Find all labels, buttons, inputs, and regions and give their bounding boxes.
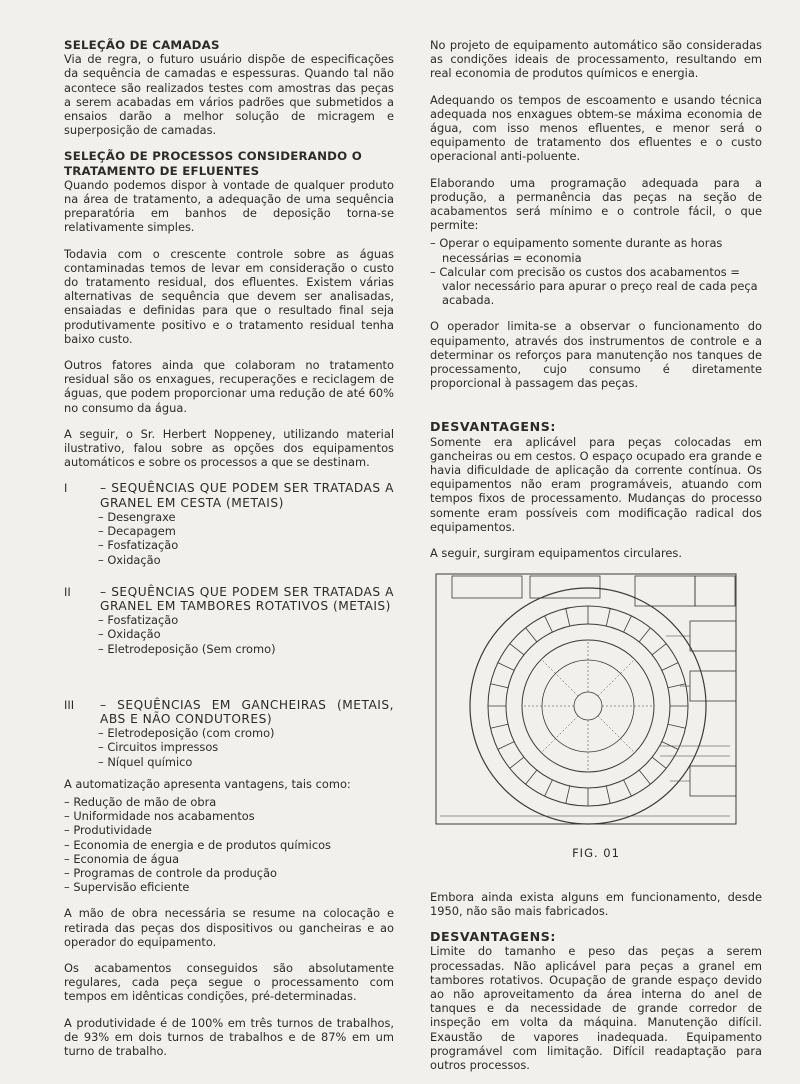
sequence-1-number: I	[64, 481, 68, 496]
permits-list	[430, 236, 762, 307]
tank-divider	[639, 628, 650, 642]
sequence-item: – Desengraxe	[98, 510, 394, 524]
sequence-item: – Eletrodeposição (com cromo)	[98, 726, 394, 740]
spoke-line	[598, 716, 635, 753]
sequence-2	[64, 585, 394, 613]
tank-divider	[662, 742, 678, 750]
sequence-item: – Decapagem	[98, 524, 394, 538]
side-unit-box	[690, 621, 736, 651]
advantage-item: – Supervisão eficiente	[64, 880, 394, 894]
sequence-1	[64, 481, 394, 509]
tank-divider	[668, 725, 686, 729]
advantage-item: – Produtividade	[64, 823, 394, 837]
paragraph-effluent-3: Outros fatores ainda que colaboram no tratamento residual são os enxagues, recuperações e reciclagem de águas, que podem proporcionar uma redução de até 60% no consumo da água.	[64, 358, 394, 415]
rectifier-box	[452, 576, 522, 598]
sequence-item: – Circuitos impressos	[98, 740, 394, 754]
tank-ring-inner	[506, 624, 670, 788]
spoke-line	[541, 716, 578, 753]
heading-disadvantages-1: DESVANTAGENS:	[430, 419, 557, 435]
advantage-item: – Programas de controle da produção	[64, 866, 394, 880]
sequence-1-title: – SEQUÊNCIAS QUE PODEM SER TRATADAS A GRANEL EM CESTA (METAIS)	[100, 481, 394, 510]
sequence-1-items	[98, 510, 394, 567]
permit-item: – Calcular com precisão os custos dos acabamentos = valor necessário para apurar o preço real de cada peça acabada.	[430, 265, 762, 308]
sequence-2-items	[98, 613, 394, 656]
circular-plant-plan	[430, 566, 748, 836]
tank-divider	[498, 663, 514, 671]
paragraph-automatic-design: No projeto de equipamento automático são consideradas as condições ideais de processamento, resultando em real economia de produtos químicos e energia.	[430, 38, 762, 81]
plan-outline	[436, 574, 736, 824]
tank-divider	[526, 628, 537, 642]
tank-divider	[639, 770, 650, 784]
heading-disadvantages-2: DESVANTAGENS:	[430, 929, 557, 945]
paragraph-circular-intro: A seguir, surgiram equipamentos circulares.	[430, 546, 682, 561]
rectifier-box	[695, 576, 735, 606]
tank-divider	[491, 684, 509, 688]
tank-divider	[652, 644, 666, 655]
circular-equipment-drawing	[430, 566, 762, 839]
side-unit-box	[690, 671, 736, 701]
advantage-item: – Economia de energia e de produtos químicos	[64, 838, 394, 852]
advantage-item: – Uniformidade nos acabamentos	[64, 809, 394, 823]
sequence-2-number: II	[64, 584, 71, 599]
advantages-intro: A automatização apresenta vantagens, tais como:	[64, 776, 351, 791]
center-hub	[574, 692, 602, 720]
tank-divider	[566, 609, 570, 627]
sequence-2-title: – SEQUÊNCIAS QUE PODEM SER TRATADAS A GRANEL EM TAMBORES ROTATIVOS (METAIS)	[100, 584, 394, 613]
sequence-item: – Fosfatização	[98, 613, 394, 627]
paragraph-programming: Elaborando uma programação adequada para a produção, a permanência das peças na seção de acabamentos será mínimo e o controle fácil, o que permite:	[430, 175, 762, 233]
paragraph-still-operating: Embora ainda exista alguns em funcionamento, desde 1950, não são mais fabricados.	[430, 889, 762, 918]
sequence-3	[64, 698, 394, 726]
paragraph-labor: A mão de obra necessária se resume na colocação e retirada das peças dos dispositivos ou gancheiras e ao operador do equipamento.	[64, 906, 394, 949]
tank-divider	[510, 757, 524, 768]
sequence-item: – Fosfatização	[98, 538, 394, 552]
heading-effluent-process: SELEÇÃO DE PROCESSOS CONSIDERANDO O TRATAMENTO DE EFLUENTES	[64, 149, 362, 178]
sequence-item: – Oxidação	[98, 553, 394, 567]
tank-divider	[624, 780, 632, 796]
sequence-item: – Níquel químico	[98, 755, 394, 769]
advantage-item: – Economia de água	[64, 852, 394, 866]
paragraph-disadvantages-1: Somente era aplicável para peças colocadas em gancheiras ou em cestos. O espaço ocupado era grande e havia dificuldade de aplicação da corrente contínua. Os equipamentos não eram programáveis, atuando com tempos fixos de processamento. Mudanças do processo somente eram possíveis com modificação radical dos equipamentos.	[430, 434, 762, 534]
tank-divider	[545, 780, 553, 796]
tank-divider	[498, 742, 514, 750]
paragraph-productivity: A produtividade é de 100% em três turnos de trabalhos, de 93% em dois turnos de trabalhos e de 87% em um turno de trabalho.	[64, 1015, 394, 1058]
figure-caption: FIG. 01	[572, 845, 620, 860]
sequence-item: – Eletrodeposição (Sem cromo)	[98, 642, 394, 656]
tank-ring-outer	[488, 606, 688, 806]
side-unit-box	[690, 766, 736, 796]
spoke-line	[598, 660, 635, 697]
sequence-3-items	[98, 726, 394, 769]
sequence-3-title: – SEQUÊNCIAS EM GANCHEIRAS (METAIS, ABS E NÃO CONDUTORES)	[100, 697, 394, 726]
tank-divider	[662, 663, 678, 671]
rectifier-box	[530, 576, 600, 598]
paragraph-effluent-2: Todavia com o crescente controle sobre as águas contaminadas temos de levar em consideração o custo do tratamento residual, dos efluentes. Existem várias alternativas de sequência que devem ser analisadas, ensaiadas e definidas para que o resultado final seja produtivamente positivo e o tratamento residual tenha baixo custo.	[64, 246, 394, 346]
tank-divider	[510, 644, 524, 655]
paragraph-rinse-economy: Adequando os tempos de escoamento e usando técnica adequada nos enxagues obtem-se máxima economia de água, com isso menos efluentes, e menor será o equipamento de tratamento dos efluentes e o custo operacional anti-poluente.	[430, 92, 762, 164]
tank-divider	[624, 616, 632, 632]
inner-ring	[542, 660, 634, 752]
paragraph-operator: O operador limita-se a observar o funcionamento do equipamento, através dos instrumentos de controle e a determinar os reforços para manutenção nos tanques de processamento, cujo consumo é diretamente proporcional à passagem das peças.	[430, 319, 762, 391]
tank-divider	[491, 725, 509, 729]
paragraph-layer-selection: Via de regra, o futuro usuário dispõe de especificações da sequência de camadas e espessuras. Quando tal não acontece são realizados testes com amostras das peças a serem acabadas em vários padrões que submetidos a ensaios darão a melhor solução de micragem e superposição de camadas.	[64, 52, 394, 138]
heading-layer-selection: SELEÇÃO DE CAMADAS	[64, 38, 220, 52]
paragraph-effluent-1: Quando podemos dispor à vontade de qualquer produto na área de tratamento, a adequação de uma sequência preparatória em banhos de deposição torna-se relativamente simples.	[64, 177, 394, 235]
permit-item: – Operar o equipamento somente durante as horas necessárias = economia	[430, 236, 762, 264]
paragraph-effluent-4: A seguir, o Sr. Herbert Noppeney, utilizando material ilustrativo, falou sobre as opções dos equipamentos automáticos e sobre os processos a que se destinam.	[64, 426, 394, 470]
tank-divider	[606, 786, 610, 804]
tank-divider	[606, 609, 610, 627]
paragraph-finishes: Os acabamentos conseguidos são absolutamente regulares, cada peça segue o processamento com tempos em idênticas condições, pré-determinadas.	[64, 960, 394, 1004]
tank-divider	[545, 616, 553, 632]
tank-divider	[526, 770, 537, 784]
sequence-item: – Oxidação	[98, 627, 394, 641]
sequence-3-number: III	[64, 697, 75, 712]
tank-divider	[566, 786, 570, 804]
paragraph-disadvantages-2: Limite do tamanho e peso das peças a serem processadas. Não aplicável para peças a granel em tambores rotativos. Ocupação de grande espaço devido ao não aproveitamento da área interna do anel de tanques e da necessidade de grande corredor de inspeção em volta da máquina. Manutenção difícil. Exaustão de vapores inadequada. Equipamento programável com limitação. Difícil readaptação para outros processos.	[430, 944, 762, 1072]
tank-divider	[652, 757, 666, 768]
advantage-item: – Redução de mão de obra	[64, 795, 394, 809]
right-column	[430, 38, 762, 1084]
advantages-list	[64, 795, 394, 894]
spoke-line	[541, 660, 578, 697]
left-column	[64, 38, 394, 1070]
